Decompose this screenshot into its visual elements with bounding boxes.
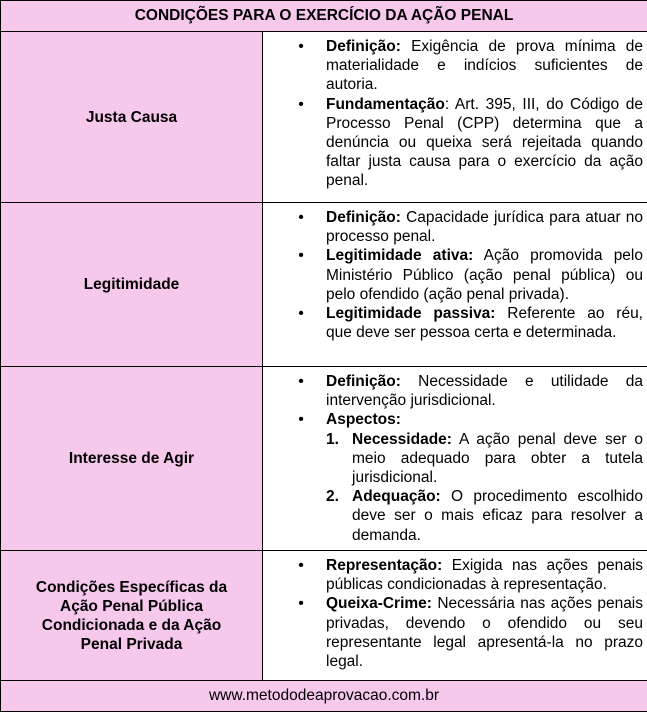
sub-list-item: 1. Necessidade: A ação penal deve ser o meio adequado para obter a tutela jurisdicional. [352, 430, 643, 488]
row-label-justa-causa: Justa Causa [1, 32, 263, 203]
table-row [1, 367, 647, 551]
footer-url: www.metododeaprovacao.com.br [1, 681, 647, 712]
table-row [1, 203, 647, 367]
aspects-list [326, 430, 643, 545]
table-title: CONDIÇÕES PARA O EXERCÍCIO DA AÇÃO PENAL [1, 1, 647, 32]
row-content-condicoes-especificas [263, 551, 647, 681]
table-row [1, 32, 647, 203]
sub-list-item: 2. Adequação: O procedimento escolhido deve ser o mais eficaz para resolver a demanda. [352, 487, 643, 545]
list-item: • Representação: Exigida nas ações penais públicas condicionadas à representação. [326, 556, 643, 594]
list-item: • Fundamentação: Art. 395, III, do Código de Processo Penal (CPP) determina que a denúncia ou queixa será rejeitada quando faltar justa causa para o exercício da ação penal. [326, 95, 643, 191]
list-item: • Definição: Necessidade e utilidade da intervenção jurisdicional. [326, 372, 643, 410]
row-label-condicoes-especificas: Condições Específicas da Ação Penal Pública Condicionada e da Ação Penal Privada [1, 551, 263, 681]
row-content-legitimidade [263, 203, 647, 367]
list-item: • Legitimidade ativa: Ação promovida pelo Ministério Público (ação penal pública) ou pelo ofendido (ação penal privada). [326, 246, 643, 304]
row-content-interesse-de-agir [263, 367, 647, 551]
table-row [1, 551, 647, 681]
row-content-justa-causa [263, 32, 647, 203]
list-item: • Legitimidade passiva: Referente ao réu, que deve ser pessoa certa e determinada. [326, 304, 643, 342]
list-item: • Queixa-Crime: Necessária nas ações penais privadas, devendo o ofendido ou seu representante legal apresentá-la no prazo legal. [326, 594, 643, 671]
list-item: • Definição: Exigência de prova mínima de materialidade e indícios suficientes de autoria. [326, 37, 643, 95]
row-label-legitimidade: Legitimidade [1, 203, 263, 367]
list-item: • Definição: Capacidade jurídica para atuar no processo penal. [326, 208, 643, 246]
row-label-interesse-de-agir: Interesse de Agir [1, 367, 263, 551]
list-item: • Aspectos: 1. Necessidade: A ação penal deve ser o meio adequado para obter a tutela jurisdicional. 2. Adequação: O procedimento escolhido deve ser o mais eficaz para resolver a demanda. [326, 410, 643, 544]
